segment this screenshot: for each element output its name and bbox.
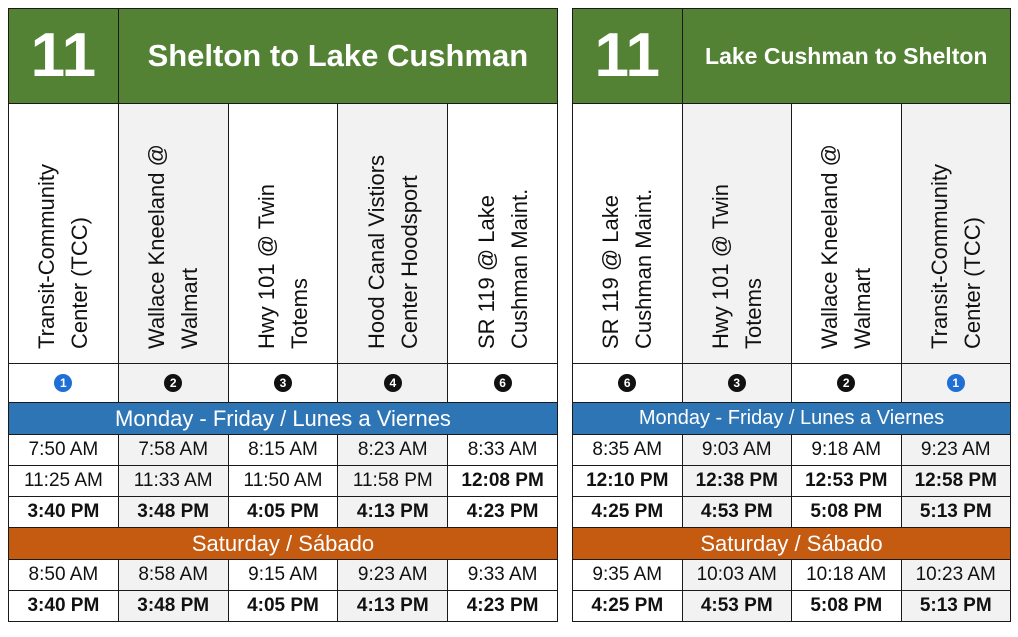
time-cell: 9:23 AM [901,435,1011,466]
stop-name: SR 119 @ Lake Cushman Maint. [598,188,657,349]
stop-name: Transit-Community Center (TCC) [926,163,985,349]
time-cell: 9:33 AM [448,560,558,591]
stop-number-badge: 3 [728,374,746,392]
time-cell: 4:05 PM [228,591,338,622]
time-cell: 11:58 PM [338,466,448,497]
stop-number-badge: 1 [947,374,965,392]
stop-names-row [9,104,558,364]
time-cell: 8:15 AM [228,435,338,466]
time-row [573,591,1011,622]
time-cell: 10:18 AM [792,560,902,591]
time-cell: 9:03 AM [682,435,792,466]
time-cell: 10:23 AM [901,560,1011,591]
weekday-label: Monday - Friday / Lunes a Viernes [9,403,558,435]
time-cell: 12:58 PM [901,466,1011,497]
time-row [9,591,558,622]
time-cell: 7:58 AM [118,435,228,466]
stop-number-badge: 6 [494,374,512,392]
time-cell: 12:53 PM [792,466,902,497]
time-cell: 5:13 PM [901,497,1011,528]
time-cell: 9:15 AM [228,560,338,591]
time-cell: 4:13 PM [338,591,448,622]
saturday-label: Saturday / Sábado [9,528,558,560]
time-cell: 4:25 PM [573,497,683,528]
time-cell: 8:23 AM [338,435,448,466]
stop-number-badge: 2 [164,374,182,392]
time-cell: 11:33 AM [118,466,228,497]
stop-name: Hwy 101 @ Twin Totems [253,183,312,349]
time-row [9,466,558,497]
route-number: 11 [594,21,661,90]
time-row [9,560,558,591]
schedule-table [572,8,1011,622]
time-row [573,466,1011,497]
stop-numbers-row [9,364,558,403]
time-cell: 8:35 AM [573,435,683,466]
saturday-band [573,528,1011,560]
time-cell: 8:50 AM [9,560,119,591]
schedule-lake-cushman-to-shelton [572,8,1011,622]
schedule-table [8,8,558,622]
time-row [9,497,558,528]
time-cell: 3:48 PM [118,591,228,622]
time-cell: 8:58 AM [118,560,228,591]
route-header [9,9,558,104]
time-cell: 4:53 PM [682,497,792,528]
time-row [573,497,1011,528]
stop-numbers-row [573,364,1011,403]
weekday-band [573,403,1011,435]
route-title: Lake Cushman to Shelton [705,42,988,69]
stop-name: Wallace Kneeland @ Walmart [817,143,876,349]
time-cell: 4:13 PM [338,497,448,528]
stop-number-badge: 6 [618,374,636,392]
stop-names-row [573,104,1011,364]
time-cell: 12:08 PM [448,466,558,497]
time-row [573,560,1011,591]
route-header [573,9,1011,104]
time-cell: 3:40 PM [9,497,119,528]
weekday-label: Monday - Friday / Lunes a Viernes [573,403,1011,435]
weekday-band [9,403,558,435]
time-cell: 11:50 AM [228,466,338,497]
time-cell: 10:03 AM [682,560,792,591]
time-cell: 3:48 PM [118,497,228,528]
time-cell: 4:23 PM [448,591,558,622]
schedule-shelton-to-lake-cushman [8,8,558,622]
time-cell: 12:38 PM [682,466,792,497]
time-cell: 12:10 PM [573,466,683,497]
time-cell: 4:05 PM [228,497,338,528]
route-number: 11 [30,21,97,90]
stop-name: SR 119 @ Lake Cushman Maint. [473,188,532,349]
stop-number-badge: 1 [54,374,72,392]
time-cell: 5:08 PM [792,497,902,528]
time-cell: 4:23 PM [448,497,558,528]
stop-number-badge: 4 [384,374,402,392]
time-cell: 3:40 PM [9,591,119,622]
route-title: Shelton to Lake Cushman [147,38,529,73]
time-cell: 5:13 PM [901,591,1011,622]
saturday-label: Saturday / Sábado [573,528,1011,560]
stop-name: Wallace Kneeland @ Walmart [144,143,203,349]
time-row [9,435,558,466]
time-cell: 5:08 PM [792,591,902,622]
time-cell: 8:33 AM [448,435,558,466]
time-cell: 9:35 AM [573,560,683,591]
time-cell: 9:18 AM [792,435,902,466]
time-cell: 11:25 AM [9,466,119,497]
stop-name: Transit-Community Center (TCC) [34,163,93,349]
time-cell: 4:25 PM [573,591,683,622]
time-row [573,435,1011,466]
saturday-band [9,528,558,560]
stop-number-badge: 3 [274,374,292,392]
stop-name: Hood Canal Vistiors Center Hoodsport [363,154,422,349]
time-cell: 7:50 AM [9,435,119,466]
time-cell: 9:23 AM [338,560,448,591]
stop-name: Hwy 101 @ Twin Totems [707,183,766,349]
time-cell: 4:53 PM [682,591,792,622]
stop-number-badge: 2 [837,374,855,392]
